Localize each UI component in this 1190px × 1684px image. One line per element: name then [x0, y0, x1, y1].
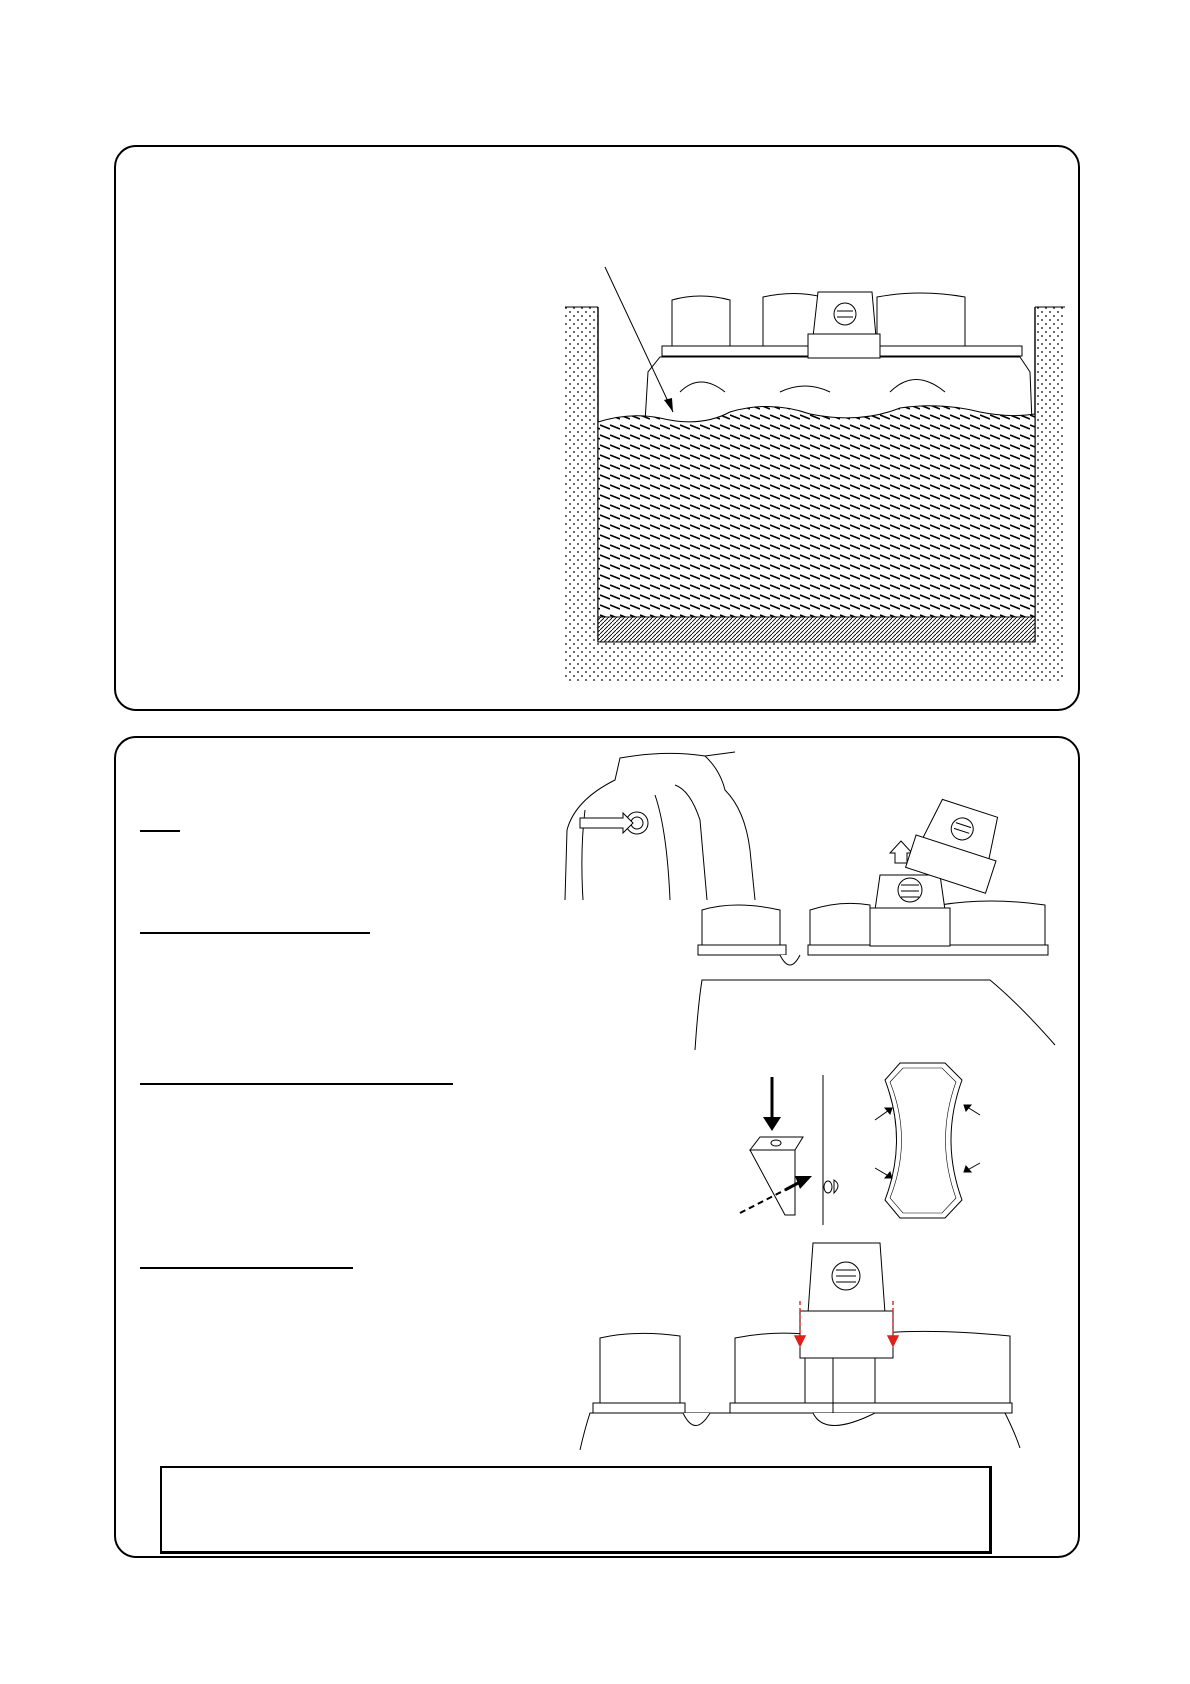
step-heading-rule-3	[140, 1267, 353, 1269]
base-layer	[598, 617, 1035, 642]
tank-outline	[645, 292, 1032, 422]
seal-ring-detail-figure	[870, 1060, 985, 1225]
backfill-cross-section-figure	[560, 262, 1070, 687]
backfill-layer	[598, 406, 1035, 617]
step-heading-rule-2	[140, 1083, 453, 1085]
vent-cap-refit-figure	[575, 1238, 1025, 1453]
note-box	[160, 1466, 992, 1554]
vent-cap-removal-figure	[690, 805, 1065, 1050]
step-marker-short	[140, 830, 180, 832]
bracket-fixing-detail-figure	[740, 1075, 850, 1225]
leader-line	[605, 267, 673, 412]
step-heading-rule-1	[140, 932, 370, 934]
